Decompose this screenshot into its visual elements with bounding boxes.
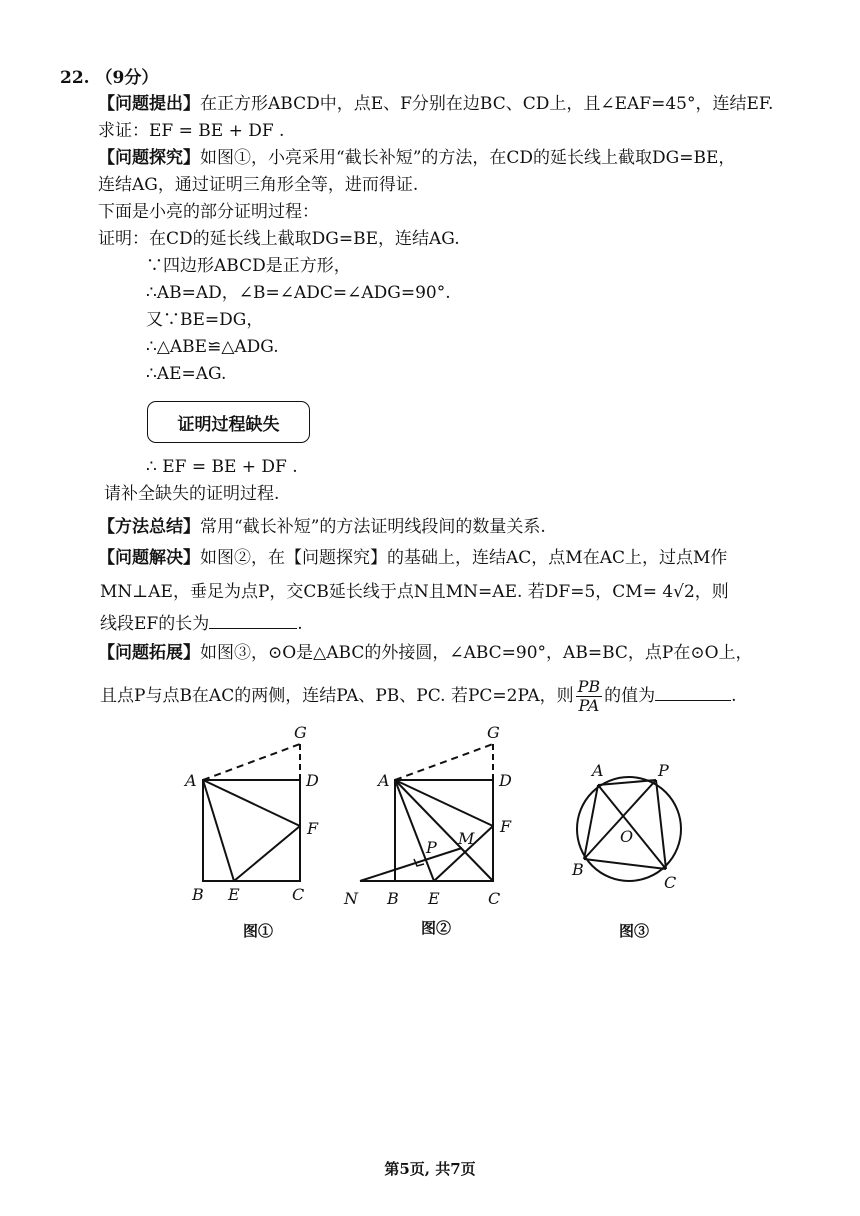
text-extend: 如图③，⊙O是△ABC的外接圆，∠ABC=90°，AB=BC，点P在⊙O上， (200, 643, 753, 663)
text-method: 常用“截长补短”的方法证明线段间的数量关系. (200, 517, 546, 537)
line-problem-raise (98, 92, 773, 116)
text-solve: 如图②，在【问题探究】的基础上，连结AC，点M在AC上，过点M作 (200, 548, 728, 568)
line-conclusion: ∴ EF = BE + DF . (146, 457, 298, 477)
line-solve-3 (100, 612, 303, 636)
figure-1 (180, 722, 330, 912)
line-explore (98, 146, 735, 170)
segment-bc (584, 859, 666, 869)
line-solve-2: MN⊥AE，垂足为点P，交CB延长线于点N且MN=AE. 若DF=5，CM= 4√2，则 (100, 582, 729, 602)
fig1-label-d: D (306, 771, 319, 790)
fig2-label-c: C (488, 889, 501, 908)
figure-3 (566, 742, 716, 902)
segment-ag (203, 744, 300, 780)
fig2-label-g: G (487, 723, 500, 742)
line-proof-4: ∴△ABE≌△ADG. (146, 337, 279, 357)
segment-af (203, 780, 300, 826)
answer-blank-ratio[interactable] (655, 684, 731, 701)
fig1-label-b: B (192, 885, 204, 904)
text-ef-length: 线段EF的长为 (100, 614, 210, 634)
fig2-label-m: M (458, 829, 475, 848)
fraction-denominator: PA (578, 696, 600, 715)
tag-method: 【方法总结】 (98, 517, 200, 537)
caption-figure-1: 图① (243, 922, 274, 940)
line-proof-3: 又∵BE=DG， (146, 310, 264, 330)
segment-mn (360, 848, 462, 881)
fig1-label-a: A (185, 771, 197, 790)
period-2: . (731, 686, 737, 706)
tag-explore: 【问题探究】 (98, 148, 200, 168)
segment-pc (656, 780, 666, 869)
fraction-pb-pa (576, 678, 603, 715)
fig2-label-f: F (500, 817, 512, 836)
fig2-label-e: E (428, 889, 440, 908)
line-proof-2: ∴AB=AD，∠B=∠ADC=∠ADG=90°. (146, 283, 451, 303)
tag-solve: 【问题解决】 (98, 548, 200, 568)
text-value-of: 的值为 (604, 686, 656, 706)
figure-2 (340, 722, 520, 912)
line-solve (98, 546, 727, 570)
fig1-label-f: F (307, 819, 319, 838)
fig3-label-b: B (572, 860, 584, 879)
fig3-label-a: A (592, 761, 604, 780)
fig3-label-p: P (658, 761, 669, 780)
fig1-label-e: E (228, 885, 240, 904)
tag-extend: 【问题拓展】 (98, 643, 200, 663)
caption-figure-2: 图② (421, 919, 452, 937)
fraction-numerator: PB (577, 677, 601, 696)
fig2-label-p: P (426, 838, 437, 857)
fig2-label-b: B (387, 889, 399, 908)
page-footer: 第5页, 共7页 (384, 1160, 476, 1178)
text-explore: 如图①，小亮采用“截长补短”的方法，在CD的延长线上截取DG=BE， (200, 148, 736, 168)
line-partial-proof: 下面是小亮的部分证明过程： (98, 202, 319, 222)
fig1-label-c: C (292, 885, 305, 904)
answer-blank-ef[interactable] (209, 612, 297, 629)
segment-ae (203, 780, 234, 881)
line-method (98, 515, 546, 539)
fig1-label-g: G (294, 723, 307, 742)
line-proof-5: ∴AE=AG. (146, 364, 227, 384)
fig3-label-o: O (620, 827, 634, 846)
problem-points: （9分） (95, 68, 159, 88)
line-prove: 求证：EF = BE + DF . (98, 121, 285, 141)
segment-ef (234, 826, 300, 881)
line-extend-2 (100, 678, 737, 715)
period-1: . (297, 614, 303, 634)
line-extend (98, 641, 753, 665)
segment-pb (584, 780, 656, 859)
line-proof-1: ∵四边形ABCD是正方形， (146, 256, 351, 276)
line-explore-2: 连结AG，通过证明三角形全等，进而得证. (98, 175, 419, 195)
missing-proof-box: 证明过程缺失 (147, 401, 310, 443)
fig3-label-c: C (664, 873, 677, 892)
line-complete-proof: 请补全缺失的证明过程. (104, 484, 280, 504)
line-proof-start: 证明：在CD的延长线上截取DG=BE，连结AG. (98, 229, 460, 249)
text-problem-raise: 在正方形ABCD中，点E、F分别在边BC、CD上，且∠EAF=45°，连结EF. (200, 94, 774, 114)
segment-ag-2 (395, 744, 493, 780)
fig2-label-n: N (344, 889, 358, 908)
fig2-label-d: D (499, 771, 512, 790)
text-extend-2: 且点P与点B在AC的两侧，连结PA、PB、PC. 若PC=2PA，则 (100, 686, 574, 706)
problem-number-text: 22. (60, 68, 90, 88)
problem-number (60, 66, 158, 90)
segment-ab (584, 785, 598, 859)
caption-figure-3: 图③ (619, 922, 650, 940)
tag-problem-raise: 【问题提出】 (98, 94, 200, 114)
fig2-label-a: A (378, 771, 390, 790)
